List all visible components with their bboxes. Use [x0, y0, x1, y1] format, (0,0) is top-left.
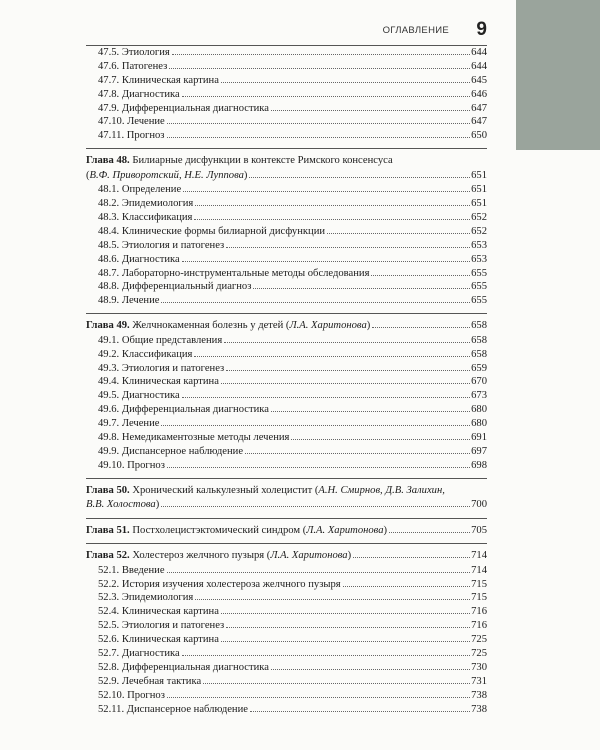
- chapter-heading[interactable]: Глава 50. Хронический калькулезный холецистит (А.Н. Смирнов, Д.В. Залихин,: [86, 484, 445, 496]
- toc-entry[interactable]: 52.6. Клиническая картина 725: [98, 634, 487, 646]
- toc-entry[interactable]: 48.9. Лечение 655: [98, 295, 487, 307]
- toc-entry[interactable]: 47.7. Клиническая картина 645: [98, 74, 487, 86]
- toc-entry[interactable]: 49.4. Клиническая картина 670: [98, 376, 487, 388]
- toc-entry[interactable]: 48.8. Дифференциальный диагноз 655: [98, 281, 487, 293]
- chapter-authors: В.В. Холостова: [86, 499, 156, 511]
- table-of-contents: [86, 46, 487, 716]
- toc-entry[interactable]: 49.3. Этиология и патогенез 659: [98, 362, 487, 374]
- toc-entry[interactable]: 52.9. Лечебная тактика 731: [98, 675, 487, 687]
- chapter-authors: А.Н. Смирнов, Д.В. Залихин,: [318, 484, 445, 496]
- toc-entry[interactable]: 48.7. Лабораторно-инструментальные методы обследования 655: [98, 267, 487, 279]
- chapter-48: [86, 154, 487, 308]
- toc-entry[interactable]: 49.2. Классификация 658: [98, 348, 487, 360]
- toc-entry[interactable]: 47.5. Этиология 644: [98, 47, 487, 58]
- toc-entry[interactable]: 52.5. Этиология и патогенез 716: [98, 620, 487, 632]
- chapter-divider: [86, 148, 487, 149]
- toc-entry[interactable]: 49.5. Диагностика 673: [98, 390, 487, 402]
- toc-entry[interactable]: 49.6. Дифференциальная диагностика 680: [98, 404, 487, 416]
- toc-entry[interactable]: 47.6. Патогенез 644: [98, 60, 487, 72]
- toc-entry[interactable]: 48.3. Классификация 652: [98, 212, 487, 224]
- toc-entry[interactable]: 52.3. Эпидемиология 715: [98, 592, 487, 604]
- chapter-divider: [86, 478, 487, 479]
- chapter-heading[interactable]: Глава 51. Постхолецистэктомический синдром (Л.А. Харитонова) 705: [86, 524, 487, 536]
- chapter-authors: Л.А. Харитонова: [289, 320, 367, 332]
- toc-entry[interactable]: 49.1. Общие представления 658: [98, 334, 487, 346]
- toc-entry[interactable]: 49.9. Диспансерное наблюдение 697: [98, 445, 487, 457]
- chapter-authors: Л.А. Харитонова: [270, 550, 348, 562]
- toc-entry[interactable]: 47.11. Прогноз 650: [98, 130, 487, 142]
- toc-entry[interactable]: 52.8. Дифференциальная диагностика 730: [98, 661, 487, 673]
- chapter-divider: [86, 543, 487, 544]
- toc-entry[interactable]: 48.6. Диагностика 653: [98, 253, 487, 265]
- toc-entry[interactable]: 48.2. Эпидемиология 651: [98, 198, 487, 210]
- toc-entry[interactable]: 49.10. Прогноз 698: [98, 459, 487, 471]
- toc-entry[interactable]: 49.7. Лечение 680: [98, 418, 487, 430]
- chapter-authors: Л.А. Харитонова: [306, 524, 384, 536]
- toc-entry[interactable]: 48.4. Клинические формы билиарной дисфункции 652: [98, 225, 487, 237]
- toc-entry[interactable]: 52.4. Клиническая картина 716: [98, 606, 487, 618]
- chapter-heading-line2[interactable]: В.В. Холостова) 700: [86, 499, 487, 511]
- chapter-47-continuation: [86, 46, 487, 143]
- toc-entry[interactable]: 49.8. Немедикаментозные методы лечения 691: [98, 431, 487, 443]
- chapter-heading[interactable]: Глава 52. Холестероз желчного пузыря (Л.А. Харитонова) 714: [86, 550, 487, 562]
- toc-entry[interactable]: 47.9. Дифференциальная диагностика 647: [98, 102, 487, 114]
- chapter-50: [86, 484, 487, 513]
- chapter-divider: [86, 313, 487, 314]
- toc-entry[interactable]: 52.1. Введение 714: [98, 564, 487, 576]
- toc-entry[interactable]: 52.10. Прогноз 738: [98, 689, 487, 701]
- chapter-49: [86, 319, 487, 472]
- section-tab-strip: [516, 0, 600, 150]
- chapter-authors: В.Ф. Приворотский, Н.Е. Луппова: [89, 169, 244, 181]
- toc-entry[interactable]: 48.1. Определение 651: [98, 184, 487, 196]
- chapter-divider: [86, 518, 487, 519]
- running-title: ОГЛАВЛЕНИЕ: [382, 25, 449, 36]
- chapter-heading[interactable]: Глава 49. Желчнокаменная болезнь у детей (Л.А. Харитонова) 658: [86, 320, 487, 332]
- toc-entry[interactable]: 48.5. Этиология и патогенез 653: [98, 239, 487, 251]
- toc-entry[interactable]: 47.8. Диагностика 646: [98, 88, 487, 100]
- toc-entry[interactable]: 52.11. Диспансерное наблюдение 738: [98, 703, 487, 715]
- page-number: 9: [476, 19, 487, 40]
- running-header: [0, 19, 487, 42]
- toc-entry[interactable]: 52.2. История изучения холестероза желчного пузыря 715: [98, 578, 487, 590]
- chapter-heading[interactable]: Глава 48. Билиарные дисфункции в контексте Римского консенсуса: [86, 155, 393, 167]
- toc-entry[interactable]: 47.10. Лечение 647: [98, 116, 487, 128]
- chapter-heading-line2[interactable]: (В.Ф. Приворотский, Н.Е. Луппова) 651: [86, 169, 487, 181]
- chapter-52: [86, 549, 487, 716]
- chapter-51: [86, 524, 487, 539]
- toc-entry[interactable]: 52.7. Диагностика 725: [98, 648, 487, 659]
